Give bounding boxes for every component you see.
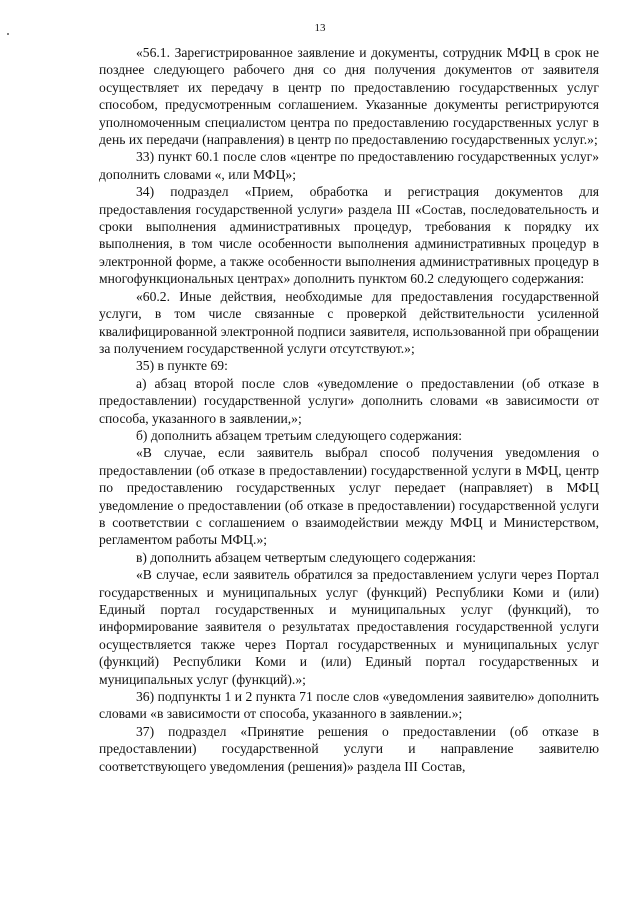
- page-number: 13: [314, 22, 326, 34]
- paragraph-item-37: 37) подраздел «Принятие решения о предоставлении (об отказе в предоставлении) государственной услуги и направление заявителю соответствующего уведомления (решения)» раздела III Состав,: [99, 723, 599, 774]
- paragraph-item-33: 33) пункт 60.1 после слов «центре по предоставлению государственных услуг» дополнить словами «, или МФЦ»;: [99, 149, 599, 182]
- paragraph-60-2: «60.2. Иные действия, необходимые для предоставления государственной услуги, в том числе связанные с проверкой действительности усиленной квалифицированной электронной подписи заявителя, использованной при обращении за получением государственной услуги отсутствуют.»;: [99, 288, 599, 356]
- paragraph-item-36: 36) подпункты 1 и 2 пункта 71 после слов «уведомления заявителю» дополнить словами «в зависимости от способа, указанного в заявлении.»;: [99, 689, 599, 722]
- paragraph-56-1: «56.1. Зарегистрированное заявление и документы, сотрудник МФЦ в срок не позднее следующего рабочего дня со дня получения документов от заявителя осуществляет их передачу в центр по предоставлению государственных услуг способом, предусмотренным соглашением. Указанные документы регистрируются уполномоченным специалистом центра по предоставлению государственных услуг в день их передачи (направления) в центр по предоставлению государственных услуг.»;: [99, 45, 599, 148]
- paragraph-item-35v: в) дополнить абзацем четвертым следующего содержания:: [136, 549, 477, 565]
- paragraph-item-35: 35) в пункте 69:: [136, 358, 228, 374]
- paragraph-35v-text: «В случае, если заявитель обратился за предоставлением услуги через Портал государственных и муниципальных услуг (функций) Республики Коми и (или) Единый портал государственных и муниципальных услуг (функций), то информирование заявителя о результатах предоставления государственной услуги осуществляется также через Портал государственных и муниципальных услуг (функций) Республики Коми и (или) Единый портал государственных и муниципальных услуг (функций).»;: [99, 567, 599, 687]
- paragraph-item-35a: а) абзац второй после слов «уведомление о предоставлении (об отказе в предоставлении) государственной услуги» дополнить словами «в зависимости от способа, указанного в заявлении,»;: [99, 375, 599, 426]
- paragraph-item-35b: б) дополнить абзацем третьим следующего содержания:: [136, 427, 462, 443]
- paragraph-35b-text: «В случае, если заявитель выбрал способ получения уведомления о предоставлении (об отказе в предоставлении) государственной услуги в МФЦ, центр по предоставлению государственных услуг передает (направляет) в МФЦ уведомление о предоставлении (об отказе в предоставлении) государственной услуги в соответствии с соглашением о взаимодействии между МФЦ и Министерством, регламентом работы МФЦ.»;: [99, 445, 599, 548]
- document-body: [99, 44, 599, 775]
- paragraph-item-34: 34) подраздел «Прием, обработка и регистрация документов для предоставления государственной услуги» раздела III «Состав, последовательность и сроки выполнения административных процедур, требования к порядку их выполнения, в том числе особенности выполнения административных процедур в электронной форме, а также особенности выполнения административных процедур в многофункциональных центрах» дополнить пунктом 60.2 следующего содержания:: [99, 184, 599, 287]
